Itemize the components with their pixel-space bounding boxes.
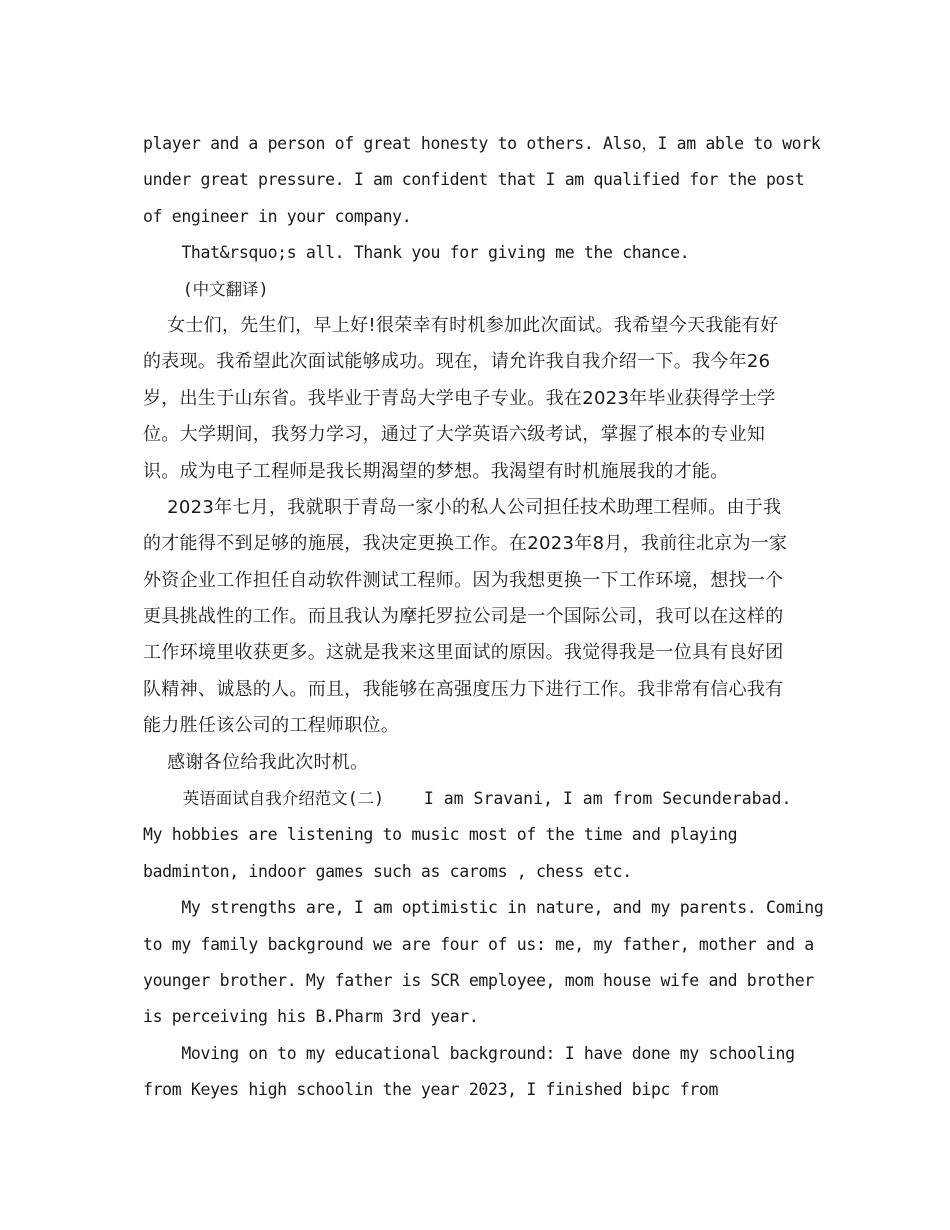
text-line: 感谢各位给我此次时机。	[143, 751, 369, 773]
text-line: 更具挑战性的工作。而且我认为摩托罗拉公司是一个国际公司，我可以在这样的	[143, 606, 784, 628]
section-heading: 英语面试自我介绍范文(二) I am Sravani, I am from Secunderabad.	[143, 789, 792, 809]
text-line: My hobbies are listening to music most of the time and playing	[143, 825, 738, 845]
text-line: 2023年七月，我就职于青岛一家小的私人公司担任技术助理工程师。由于我	[143, 496, 782, 518]
section-heading: (中文翻译)	[143, 279, 269, 299]
text-line: 女士们，先生们，早上好!很荣幸有时机参加此次面试。我希望今天我能有好	[143, 314, 779, 336]
text-line: is perceiving his B.Pharm 3rd year.	[143, 1007, 479, 1027]
text-line: 的表现。我希望此次面试能够成功。现在，请允许我自我介绍一下。我今年26	[143, 351, 771, 373]
text-line: 能力胜任该公司的工程师职位。	[143, 715, 400, 737]
text-line: 的才能得不到足够的施展，我决定更换工作。在2023年8月，我前往北京为一家	[143, 533, 788, 555]
text-line: 工作环境里收获更多。这就是我来这里面试的原因。我觉得我是一位具有良好团	[143, 642, 784, 664]
text-line: 外资企业工作担任自动软件测试工程师。因为我想更换一下工作环境，想找一个	[143, 569, 784, 591]
text-line: Moving on to my educational background: I have done my schooling	[143, 1043, 795, 1063]
text-line: 队精神、诚恳的人。而且，我能够在高强度压力下进行工作。我非常有信心我有	[143, 678, 784, 700]
text-line: under great pressure. I am confident that I am qualified for the post	[143, 170, 805, 190]
text-line: badminton, indoor games such as caroms , chess etc.	[143, 861, 632, 881]
document-body	[143, 126, 824, 1109]
text-line: My strengths are, I am optimistic in nature, and my parents. Coming	[143, 898, 824, 918]
text-line: 识。成为电子工程师是我长期渴望的梦想。我渴望有时机施展我的才能。	[143, 460, 729, 482]
text-line: of engineer in your company.	[143, 206, 412, 226]
text-line: 岁，出生于山东省。我毕业于青岛大学电子专业。我在2023年毕业获得学士学	[143, 387, 776, 409]
text-line: 位。大学期间，我努力学习，通过了大学英语六级考试，掌握了根本的专业知	[143, 424, 766, 446]
text-line: younger brother. My father is SCR employee, mom house wife and brother	[143, 970, 814, 990]
text-line: That&rsquo;s all. Thank you for giving me the chance.	[143, 243, 690, 263]
text-line: player and a person of great honesty to others. Also，I am able to work	[143, 134, 821, 153]
text-line: from Keyes high schoolin the year 2023, I finished bipc from	[143, 1080, 719, 1100]
text-line: to my family background we are four of us: me, my father, mother and a	[143, 934, 814, 954]
